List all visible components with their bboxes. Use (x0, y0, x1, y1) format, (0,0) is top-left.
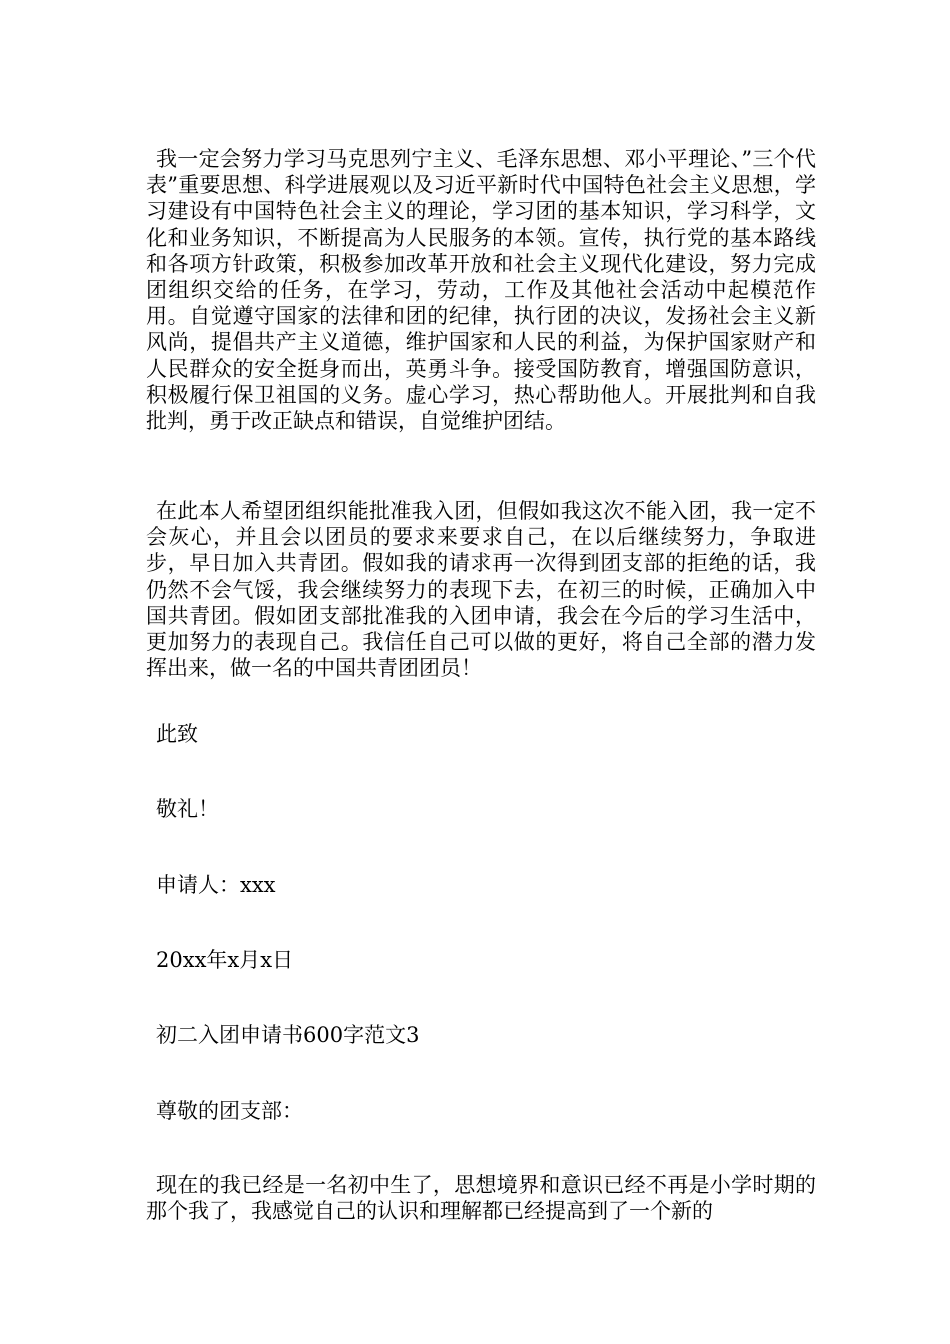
closing-line-1: 此致 (156, 722, 198, 746)
date-line: 20xx年x月x日 (156, 948, 294, 972)
body-paragraph-1: 我一定会努力学习马克思列宁主义、毛泽东思想、邓小平理论、”三个代表”重要思想、科学进展观以及习近平新时代中国特色社会主义思想，学习建设有中国特色社会主义的理论，学习团的基本知识，学习科学，文化和业务知识，不断提高为人民服务的本领。宣传，执行党的基本路线和各项方针政策，积极参加改革开放和社会主义现代化建设，努力完成团组织交给的任务，在学习，劳动，工作及其他社会活动中起模范作用。自觉遵守国家的法律和团的纪律，执行团的决议，发扬社会主义新风尚，提倡共产主义道德，维护国家和人民的利益，为保护国家财产和人民群众的安全挺身而出，英勇斗争。接受国防教育，增强国防意识，积极履行保卫祖国的义务。虚心学习，热心帮助他人。开展批判和自我批判，勇于改正缺点和错误，自觉维护团结。 (146, 147, 816, 434)
body-paragraph-3: 现在的我已经是一名初中生了，思想境界和意识已经不再是小学时期的那个我了，我感觉自己的认识和理解都已经提高到了一个新的 (146, 1173, 816, 1224)
closing-line-2: 敬礼！ (156, 797, 219, 821)
body-paragraph-2: 在此本人希望团组织能批准我入团，但假如我这次不能入团，我一定不会灰心，并且会以团员的要求来要求自己，在以后继续努力，争取进步，早日加入共青团。假如我的请求再一次得到团支部的拒绝的话，我仍然不会气馁，我会继续努力的表现下去，在初三的时候，正确加入中国共青团。假如团支部批准我的入团申请，我会在今后的学习生活中，更加努力的表现自己。我信任自己可以做的更好，将自己全部的潜力发挥出来，做一名的中国共青团团员！ (146, 499, 816, 681)
applicant-line: 申请人：xxx (156, 873, 276, 897)
section-title: 初二入团申请书600字范文3 (156, 1023, 420, 1047)
salutation-line: 尊敬的团支部： (156, 1099, 303, 1123)
